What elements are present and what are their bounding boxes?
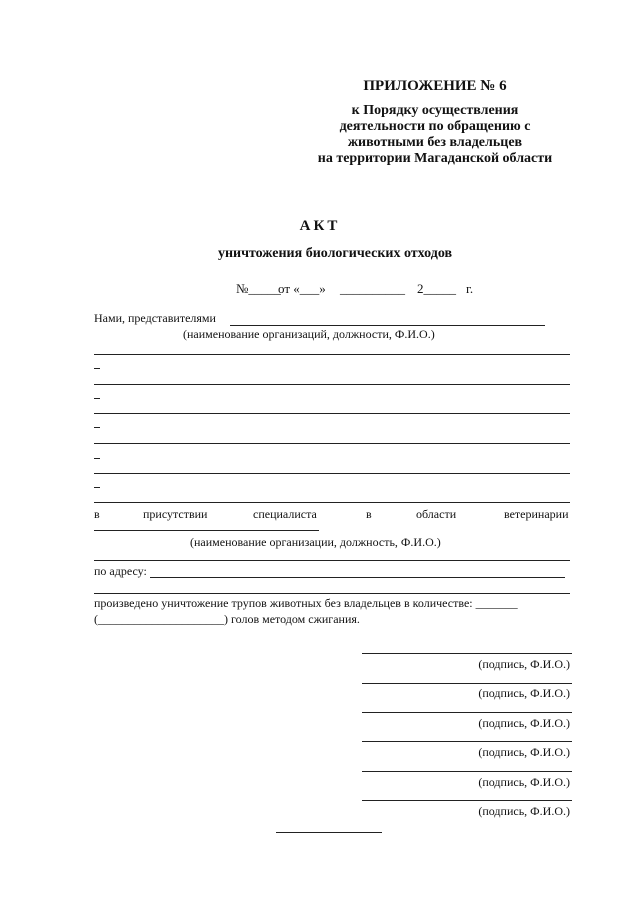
address-label: по адресу: [94,564,147,578]
fill-line [94,560,570,561]
destruction-line-2: (_____________________) голов методом сжигания. [94,612,360,626]
fill-line [94,354,570,355]
fill-line [94,384,570,385]
signature-label: (подпись, Ф.И.О.) [478,657,570,671]
fill-line [94,413,570,414]
presence-word-6: ветеринарии [504,507,569,521]
annex-line-3: животными без владельцев [347,135,523,150]
address-line [150,577,565,578]
act-date-day: от «___» [278,281,326,296]
act-date-g: г. [466,281,474,296]
signature-label: (подпись, Ф.И.О.) [478,775,570,789]
presence-word-3: специалиста [253,507,317,521]
presence-word-5: области [416,507,457,521]
signature-label: (подпись, Ф.И.О.) [478,716,570,730]
signature-label: (подпись, Ф.И.О.) [478,745,570,759]
act-number: №_____ [236,281,281,296]
fill-line [94,473,570,474]
annex-line-4: на территории Магаданской области [317,151,553,166]
presence-word-4: в [366,507,372,521]
signature-label: (подпись, Ф.И.О.) [478,804,570,818]
annex-line-2: деятельности по обращению с [339,119,531,134]
presence-word-1: в [94,507,100,521]
dash-mark [94,427,100,428]
act-subtitle: уничтожения биологических отходов [217,246,453,261]
annex-line-1: к Порядку осуществления [351,103,519,118]
annex-title: ПРИЛОЖЕНИЕ № 6 [363,78,507,94]
annex-subtitle [300,103,570,167]
dash-mark [94,398,100,399]
signature-label: (подпись, Ф.И.О.) [478,686,570,700]
presence-hint: (наименование организации, должность, Ф.И.О.) [190,535,441,549]
fill-line [94,443,570,444]
representatives-label: Нами, представителями [94,311,216,325]
annex-header [300,78,570,167]
signature-line [362,712,572,713]
dash-mark [94,487,100,488]
act-date-year: 2_____ [417,281,456,296]
dash-mark [94,458,100,459]
presence-word-2: присутствии [143,507,208,521]
signature-line [362,741,572,742]
presence-line [94,530,319,531]
fill-line [94,502,570,503]
fill-line [94,593,570,594]
destruction-line-1: произведено уничтожение трупов животных без владельцев в количестве: _______ [94,596,518,610]
signature-line [362,683,572,684]
signature-line [362,771,572,772]
act-title: АКТ [299,218,341,234]
representatives-line [230,325,545,326]
signature-line [362,800,572,801]
signature-line [362,653,572,654]
closing-line [276,832,382,833]
act-date-month: __________ [340,281,405,296]
dash-mark [94,368,100,369]
representatives-hint: (наименование организаций, должности, Ф.И.О.) [183,327,435,341]
